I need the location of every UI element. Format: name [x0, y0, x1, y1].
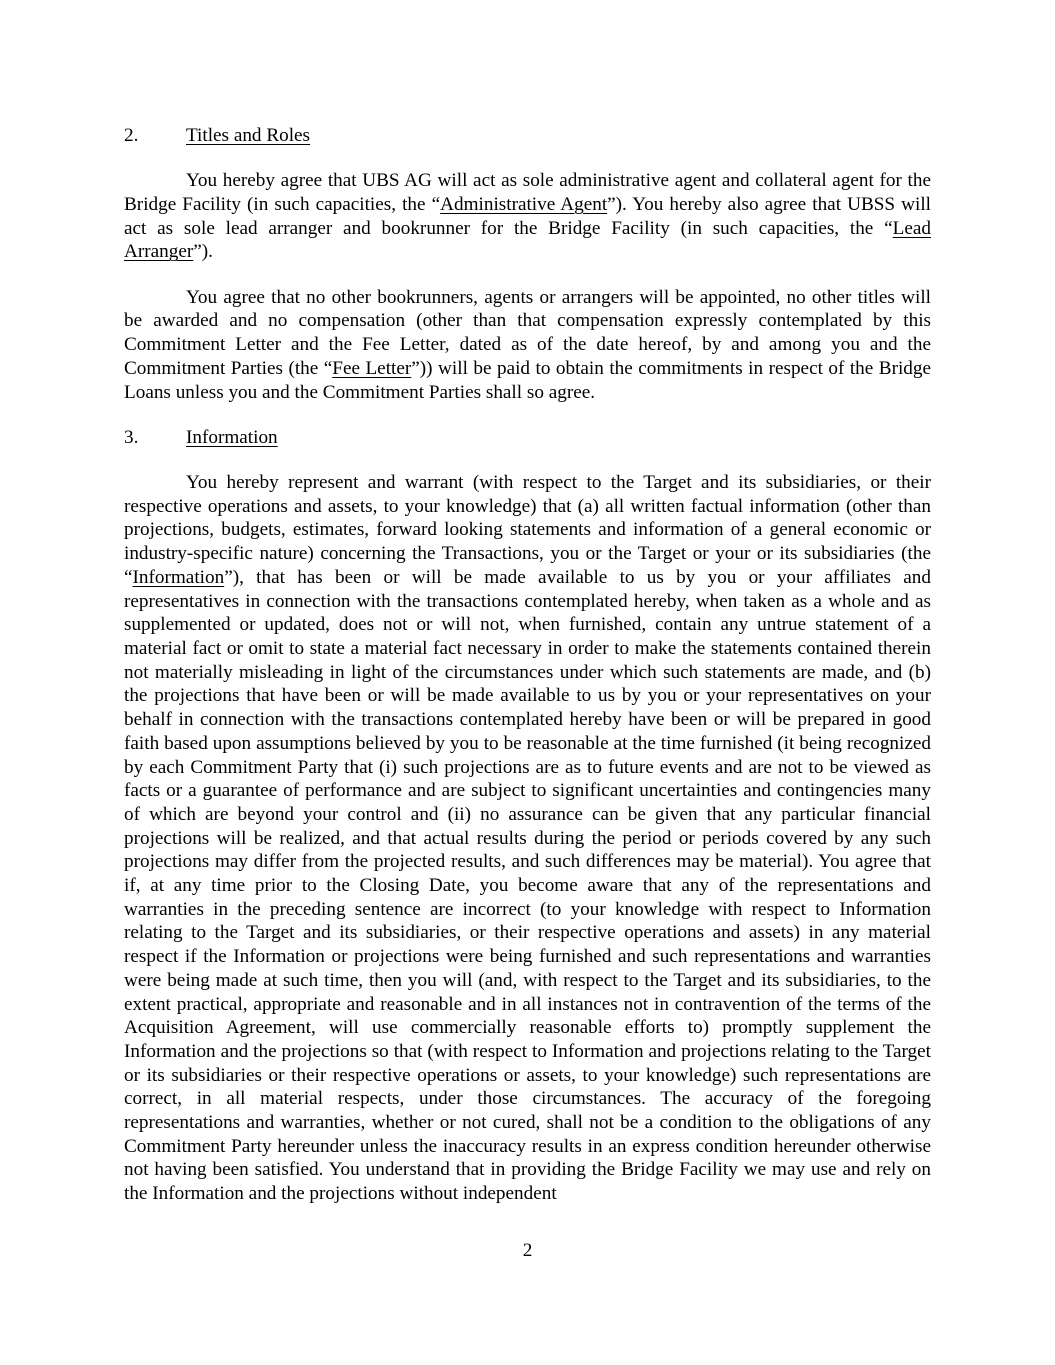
page-number: 2	[522, 1240, 533, 1261]
section-heading-titles-and-roles	[124, 124, 931, 148]
section-number: 3.	[124, 426, 139, 448]
defined-term-fee-letter: Fee Letter	[332, 357, 412, 379]
paragraph-titles-roles-2: You agree that no other bookrunners, agents or arrangers will be appointed, no other titles will be awarded and no compensation (other than that compensation expressly contemplated by this Commitment Letter and the Fee Letter, dated as of the date hereof, by and among you and the Commitment Parties (the “Fee Letter”)) will be paid to obtain the commitments in respect of the Bridge Loans unless you and the Commitment Parties shall so agree.	[124, 286, 931, 403]
section-title: Information	[186, 426, 278, 448]
section-title: Titles and Roles	[186, 125, 311, 146]
paragraph-titles-roles-1: You hereby agree that UBS AG will act as sole administrative agent and collateral agent for the Bridge Facility (in such capacities, the “Administrative Agent”). You hereby also agree that UBSS will act as sole lead arranger and bookrunner for the Bridge Facility (in such capacities, the “Lead Arranger”).	[124, 170, 932, 263]
paragraph-information-1: You hereby represent and warrant (with respect to the Target and its subsidiaries, or their respective operations and assets, to your knowledge) that (a) all written factual information (other than projections, budgets, estimates, forward looking statements and information of a general economic or industry-specific nature) concerning the Transactions, you or the Target or your or its subsidiaries (the “Information”), that has been or will be made available to us by you or your affiliates and representatives in connection with the transactions contemplated hereby, when taken as a whole and as supplemented or updated, does not or will not, when furnished, contain any untrue statement of a material fact or omit to state a material fact necessary in order to make the statements contained therein not materially misleading in light of the circumstances under which such statements are made, and (b) the projections that have been or will be made available to us by you or your representatives on your behalf in connection with the transactions contemplated hereby have been or will be prepared in good faith based upon assumptions believed by you to be reasonable at the time furnished (it being recognized by each Commitment Party that (i) such projections are as to future events and are not to be viewed as facts or a guarantee of performance and are subject to significant uncertainties and contingencies many of which are beyond your control and (ii) no assurance can be given that any particular financial projections will be realized, and that actual results during the period or periods covered by any such projections may differ from the projected results, and such differences may be material). You agree that if, at any time prior to the Closing Date, you become aware that any of the representations and warranties in the preceding sentence are incorrect (to your knowledge with respect to Information relating to the Target and its subsidiaries, or their respective operations and assets) in any material respect if the Information or projections were being furnished and such representations and warranties were being made at such time, then you will (and, with respect to the Target and its subsidiaries, to the extent practical, appropriate and reasonable and in all instances not in contravention of the terms of the Acquisition Agreement, will use commercially reasonable efforts to) promptly supplement the Information and the projections so that (with respect to Information and projections relating to the Target or its subsidiaries or their respective operations or assets, to your knowledge) such representations are correct, in all material respects, under those circumstances. The accuracy of the foregoing representations and warranties, whether or not cured, shall not be a condition to the obligations of any Commitment Party hereunder unless the inaccuracy results in an express condition hereunder otherwise not having been satisfied. You understand that in providing the Bridge Facility we may use and rely on the Information and the projections without independent	[124, 472, 931, 1205]
defined-term-lead-arranger: Lead Arranger	[124, 217, 931, 263]
section-heading-information	[124, 426, 931, 450]
defined-term-information: Information	[132, 566, 225, 588]
section-number: 2.	[124, 125, 139, 146]
document-page	[124, 124, 931, 1206]
defined-term-administrative-agent: Administrative Agent	[440, 193, 608, 215]
